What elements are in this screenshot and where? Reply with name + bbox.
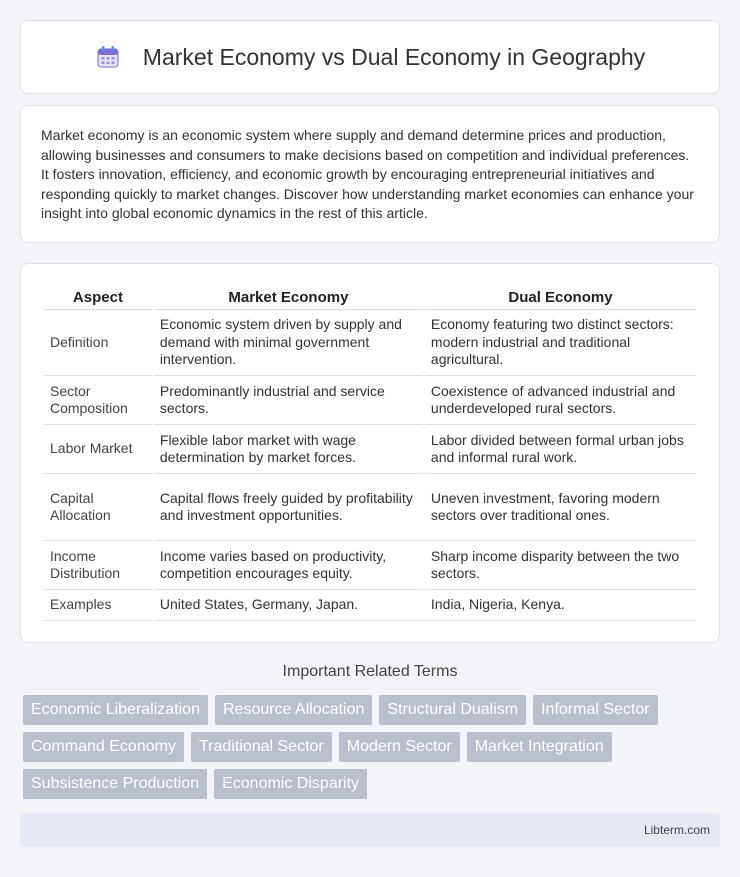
tag-traditional-sector[interactable]: Traditional Sector — [191, 732, 332, 762]
row-market: Economic system driven by supply and demand with minimal government intervention. — [154, 310, 423, 376]
table-row — [44, 474, 696, 541]
tag-informal-sector[interactable]: Informal Sector — [533, 695, 657, 725]
related-terms-list — [23, 695, 723, 806]
row-market: Capital flows freely guided by profitability and investment opportunities. — [154, 474, 423, 541]
page-title: Market Economy vs Dual Economy in Geography — [142, 43, 646, 70]
row-dual: Coexistence of advanced industrial and underdeveloped rural sectors. — [425, 376, 696, 425]
footer-site-link[interactable]: Libterm.com — [643, 823, 710, 837]
table-row — [44, 590, 696, 621]
row-aspect: Sector Composition — [44, 376, 152, 425]
title-card — [20, 20, 720, 94]
tag-economic-liberalization[interactable]: Economic Liberalization — [23, 695, 208, 725]
tag-market-integration[interactable]: Market Integration — [467, 732, 612, 762]
row-market: Flexible labor market with wage determination by market forces. — [154, 425, 423, 474]
table-row — [44, 425, 696, 474]
row-aspect: Definition — [44, 310, 152, 376]
footer — [20, 813, 720, 847]
tag-economic-disparity[interactable]: Economic Disparity — [214, 769, 367, 799]
row-aspect: Labor Market — [44, 425, 152, 474]
row-aspect: Examples — [44, 590, 152, 621]
header-market-economy: Market Economy — [154, 282, 423, 310]
comparison-card — [20, 263, 720, 643]
tag-structural-dualism[interactable]: Structural Dualism — [379, 695, 526, 725]
table-row — [44, 310, 696, 376]
row-dual: Economy featuring two distinct sectors: modern industrial and traditional agricultural. — [425, 310, 696, 376]
row-aspect: Capital Allocation — [44, 474, 152, 541]
tag-modern-sector[interactable]: Modern Sector — [339, 732, 460, 762]
tag-command-economy[interactable]: Command Economy — [23, 732, 184, 762]
tag-resource-allocation[interactable]: Resource Allocation — [215, 695, 372, 725]
calendar-icon — [95, 44, 121, 70]
table-row — [44, 376, 696, 425]
row-dual: Sharp income disparity between the two sectors. — [425, 541, 696, 590]
tag-row — [23, 769, 723, 799]
row-market: Predominantly industrial and service sectors. — [154, 376, 423, 425]
comparison-table — [42, 282, 698, 621]
related-terms-heading: Important Related Terms — [282, 663, 458, 680]
row-market: United States, Germany, Japan. — [154, 590, 423, 621]
table-header-row — [44, 282, 696, 310]
row-market: Income varies based on productivity, competition encourages equity. — [154, 541, 423, 590]
tag-subsistence-production[interactable]: Subsistence Production — [23, 769, 207, 799]
table-row — [44, 541, 696, 590]
header-dual-economy: Dual Economy — [425, 282, 696, 310]
row-dual: Uneven investment, favoring modern sectors over traditional ones. — [425, 474, 696, 541]
tag-row — [23, 695, 723, 725]
row-aspect: Income Distribution — [44, 541, 152, 590]
intro-card — [20, 105, 720, 243]
row-dual: Labor divided between formal urban jobs and informal rural work. — [425, 425, 696, 474]
header-aspect: Aspect — [44, 282, 152, 310]
intro-paragraph: Market economy is an economic system where supply and demand determine prices and production, allowing businesses and consumers to make decisions based on competition and individual preferences. It fosters innovation, efficiency, and economic growth by encouraging entrepreneurial initiatives and responding quickly to market changes. Discover how understanding market economies can enhance your insight into global economic dynamics in the rest of this article. — [41, 127, 694, 221]
tag-row — [23, 732, 723, 762]
row-dual: India, Nigeria, Kenya. — [425, 590, 696, 621]
